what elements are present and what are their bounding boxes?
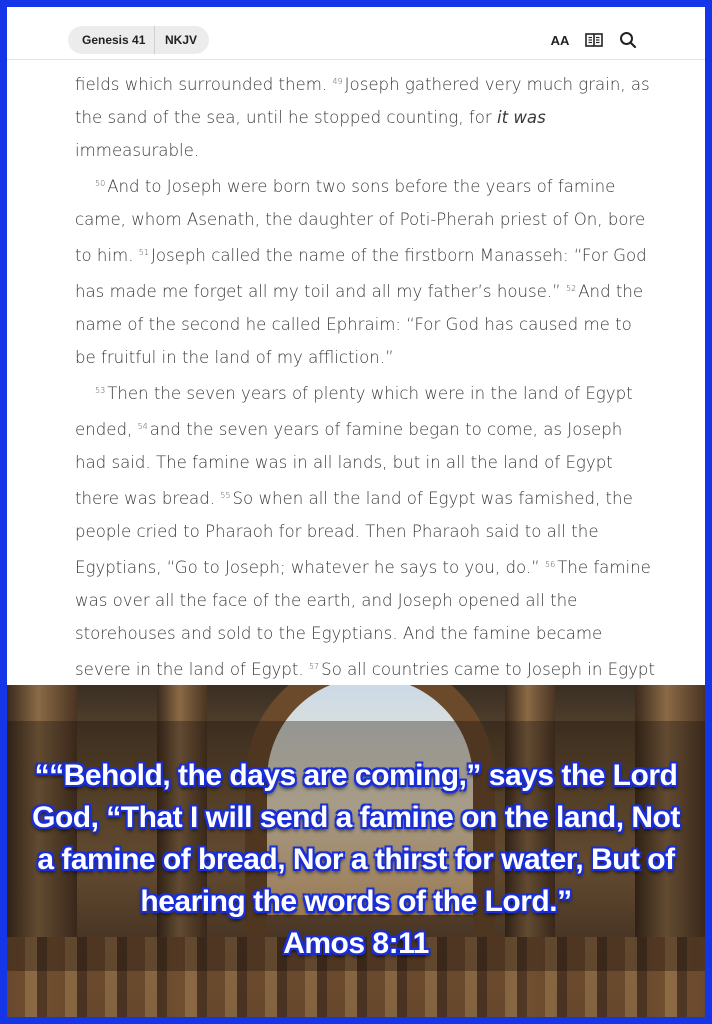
- verse-text: And the name of the second he called Ephraim: “For God has caused me to be fruitful in the land of my affliction.”: [75, 282, 644, 367]
- verse-number[interactable]: 55: [220, 491, 231, 500]
- text-size-icon[interactable]: AA: [550, 32, 570, 48]
- verse-text: immeasurable.: [75, 141, 200, 160]
- search-icon[interactable]: [617, 29, 639, 51]
- app-frame: [7, 7, 705, 1017]
- version-button[interactable]: NKJV: [165, 33, 198, 47]
- reader-toolbar: [7, 7, 705, 60]
- verse-text: The famine was over all the face of the earth, and Joseph opened all the storehouses and sold to the Egyptians. And the famine became severe in the land of Egypt.: [75, 558, 651, 679]
- book-icon[interactable]: [583, 29, 605, 51]
- verse-number[interactable]: 50: [95, 179, 106, 188]
- verse-text: fields which surrounded them.: [75, 75, 333, 94]
- verse-paragraph: [75, 65, 655, 167]
- verse-number[interactable]: 49: [332, 77, 343, 86]
- verse-text: So when all the land of Egypt was famished, the people cried to Pharaoh for bread. Then Pharaoh said to all the Egyptians, “Go to Joseph; whatever he says to you, do.”: [75, 489, 633, 577]
- verse-text: and the seven years of famine began to come, as Joseph had said. The famine was in all lands, but in all the land of Egypt there was bread.: [75, 420, 623, 508]
- verse-text: So all countries came to Joseph in Egypt: [321, 660, 655, 679]
- verse-number[interactable]: 57: [308, 662, 320, 671]
- passage-selector[interactable]: [68, 26, 209, 54]
- verse-quote: [21, 755, 691, 965]
- verse-text: Then the seven years of plenty which were in the land of Egypt ended,: [75, 384, 633, 439]
- italic-text: it was: [496, 108, 546, 127]
- verse-number[interactable]: 53: [95, 386, 106, 395]
- verse-paragraph: [75, 167, 655, 374]
- verse-text: Joseph gathered very much grain, as the sand of the sea, until he stopped counting, for: [75, 75, 650, 127]
- verse-text: Joseph called the name of the firstborn Manasseh: “For God has made me forget all my toil and all my father’s house.”: [75, 246, 647, 301]
- verse-paragraph: [75, 374, 655, 719]
- verse-number[interactable]: 52: [566, 284, 577, 293]
- verse-text: And to Joseph were born two sons before the years of famine came, whom Asenath, the daughter of Poti-Pherah priest of On, bore to him.: [75, 177, 646, 265]
- scripture-text: [75, 65, 655, 719]
- verse-number[interactable]: 56: [545, 560, 556, 569]
- verse-reference: Amos 8:11: [283, 927, 429, 960]
- book-chapter-button[interactable]: Genesis 41: [68, 26, 155, 54]
- quote-text: ““Behold, the days are coming,” says the Lord God, “That I will send a famine on the land, Not a famine of bread, Nor a thirst for water, But of hearing the words of the Lord.”: [32, 759, 680, 918]
- verse-number[interactable]: 51: [138, 248, 149, 257]
- verse-image-banner: [7, 685, 705, 1017]
- toolbar-actions: [549, 29, 639, 51]
- verse-number[interactable]: 54: [137, 422, 148, 431]
